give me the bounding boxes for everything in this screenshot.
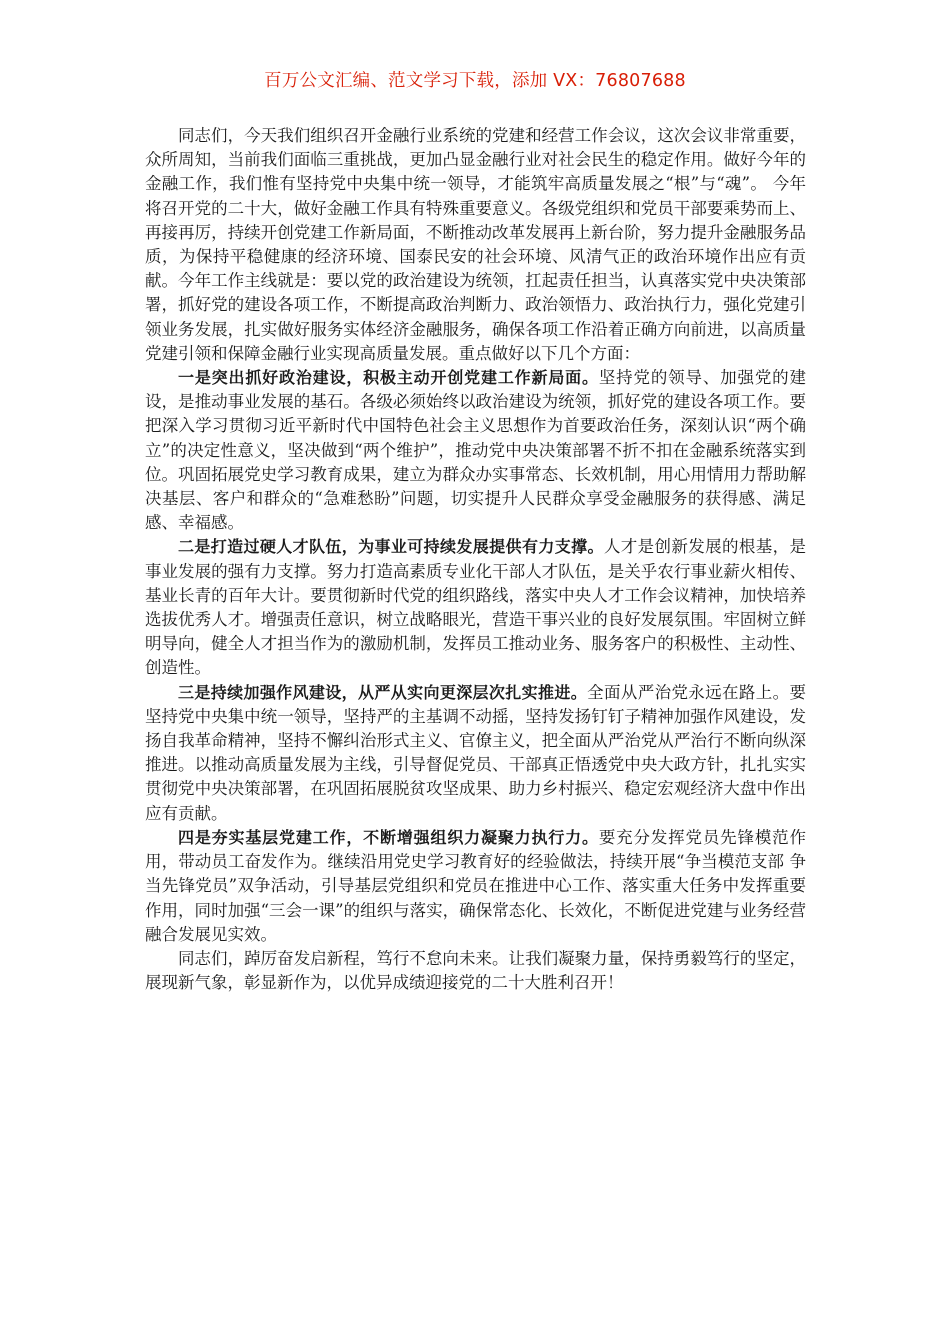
paragraph-point-two-text: 人才是创新发展的根基，是事业发展的强有力支撑。努力打造高素质专业化干部人才队伍，是关乎农行事业薪火相传、基业长青的百年大计。要贯彻新时代党的组织路线，落实中央人才工作会议精神，加快培养选拔优秀人才。增强责任意识，树立战略眼光，营造干事兴业的良好发展氛围。牢固树立鲜明导向，健全人才担当作为的激励机制，发挥员工推动业务、服务客户的积极性、主动性、创造性。 [145,537,806,678]
paragraph-point-four-text: 要充分发挥党员先锋模范作用，带动员工奋发作为。继续沿用党史学习教育好的经验做法，持续开展“争当模范支部 争当先锋党员”双争活动，引导基层党组织和党员在推进中心工作、落实重大任务中发挥重要作用，同时加强“三会一课”的组织与落实，确保常态化、长效化，不断促进党建与业务经营融合发展见实效。 [145,827,806,944]
paragraph-closing [145,947,806,995]
paragraph-closing-text: 同志们，踔厉奋发启新程，笃行不怠向未来。让我们凝聚力量，保持勇毅笃行的坚定，展现新气象，彰显新作为，以优异成绩迎接党的二十大胜利召开！ [145,948,806,993]
paragraph-point-one-heading: 一是突出抓好政治建设，积极主动开创党建工作新局面。 [178,368,599,388]
paragraph-point-three-text: 全面从严治党永远在路上。要坚持党中央集中统一领导，坚持严的主基调不动摇，坚持发扬钉钉子精神加强作风建设，发扬自我革命精神，坚持不懈纠治形式主义、官僚主义，把全面从严治党从严治行不断向纵深推进。以推动高质量发展为主线，引导督促党员、干部真正悟透党中央大政方针，扎扎实实贯彻党中央决策部署，在巩固拓展脱贫攻坚成果、助力乡村振兴、稳定宏观经济大盘中作出应有贡献。 [145,682,806,823]
paragraph-point-three-heading: 三是持续加强作风建设，从严从实向更深层次扎实推进。 [178,682,588,702]
paragraph-intro [145,124,806,366]
paragraph-point-three [145,681,806,826]
paragraph-point-two [145,535,806,680]
paragraph-intro-text: 同志们，今天我们组织召开金融行业系统的党建和经营工作会议，这次会议非常重要，众所周知，当前我们面临三重挑战，更加凸显金融行业对社会民生的稳定作用。做好今年的金融工作，我们惟有坚持党中央集中统一领导，才能筑牢高质量发展之“根”与“魂”。 今年将召开党的二十大，做好金融工作具有特殊重要意义。各级党组织和党员干部要乘势而上、再接再厉，持续开创党建工作新局面，不断推动改革发展再上新台阶，努力提升金融服务品质，为保持平稳健康的经济环境、国泰民安的社会环境、风清气正的政治环境作出应有贡献。今年工作主线就是：要以党的政治建设为统领，扛起责任担当，认真落实党中央决策部署，抓好党的建设各项工作，不断提高政治判断力、政治领悟力、政治执行力，强化党建引领业务发展，扎实做好服务实体经济金融服务，确保各项工作沿着正确方向前进，以高质量党建引领和保障金融行业实现高质量发展。重点做好以下几个方面： [145,126,806,363]
paragraph-point-one [145,366,806,535]
paragraph-point-four [145,826,806,947]
paragraph-point-one-text: 坚持党的领导、加强党的建设，是推动事业发展的基石。各级必须始终以政治建设为统领，抓好党的建设各项工作。要把深入学习贯彻习近平新时代中国特色社会主义思想作为首要政治任务，深刻认识“两个确立”的决定性意义，坚决做到“两个维护”，推动党中央决策部署不折不扣在金融系统落实到位。巩固拓展党史学习教育成果，建立为群众办实事常态、长效机制，用心用情用力帮助解决基层、客户和群众的“急难愁盼”问题，切实提升人民群众享受金融服务的获得感、满足感、幸福感。 [145,368,806,533]
paragraph-point-four-heading: 四是夯实基层党建工作，不断增强组织力凝聚力执行力。 [178,827,599,847]
paragraph-point-two-heading: 二是打造过硬人才队伍，为事业可持续发展提供有力支撑。 [178,537,604,557]
header-banner: 百万公文汇编、范文学习下载，添加 VX：76807688 [264,71,686,91]
document-body [145,124,806,995]
